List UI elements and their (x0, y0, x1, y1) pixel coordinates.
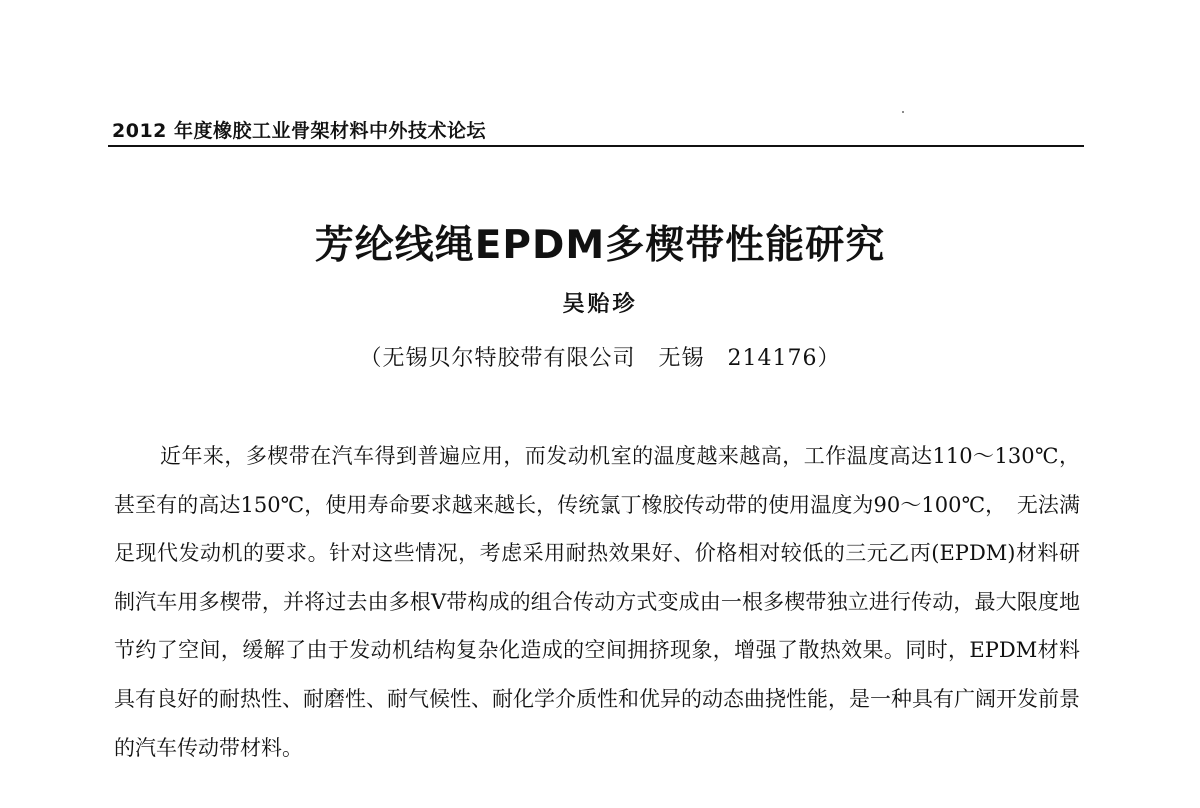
author-name: 吴贻珍 (562, 291, 638, 317)
scan-speck (902, 111, 904, 113)
article-title: 芳纶线绳EPDM多楔带性能研究 (314, 223, 886, 268)
author-affiliation: （无锡贝尔特胶带有限公司 无锡 214176） (359, 346, 841, 371)
running-header: 2012 年度橡胶工业骨架材料中外技术论坛 (112, 120, 486, 142)
body-paragraph: 近年来，多楔带在汽车得到普遍应用，而发动机室的温度越来越高，工作温度高达110～130℃，甚至有的高达150℃，使用寿命要求越来越长，传统氯丁橡胶传动带的使用温度为90～100℃， 无法满足现代发动机的要求。针对这些情况，考虑采用耐热效果好、价格相对较低的三元乙丙(EPDM)材料研制汽车用多楔带，并将过去由多根V带构成的组合传动方式变成由一根多楔带独立进行传动，最大限度地节约了空间，缓解了由于发动机结构复杂化造成的空间拥挤现象，增强了散热效果。同时，EPDM材料具有良好的耐热性、耐磨性、耐气候性、耐化学介质性和优异的动态曲挠性能，是一种具有广阔开发前景的汽车传动带材料。 (114, 444, 1080, 760)
header-divider (108, 145, 1084, 147)
